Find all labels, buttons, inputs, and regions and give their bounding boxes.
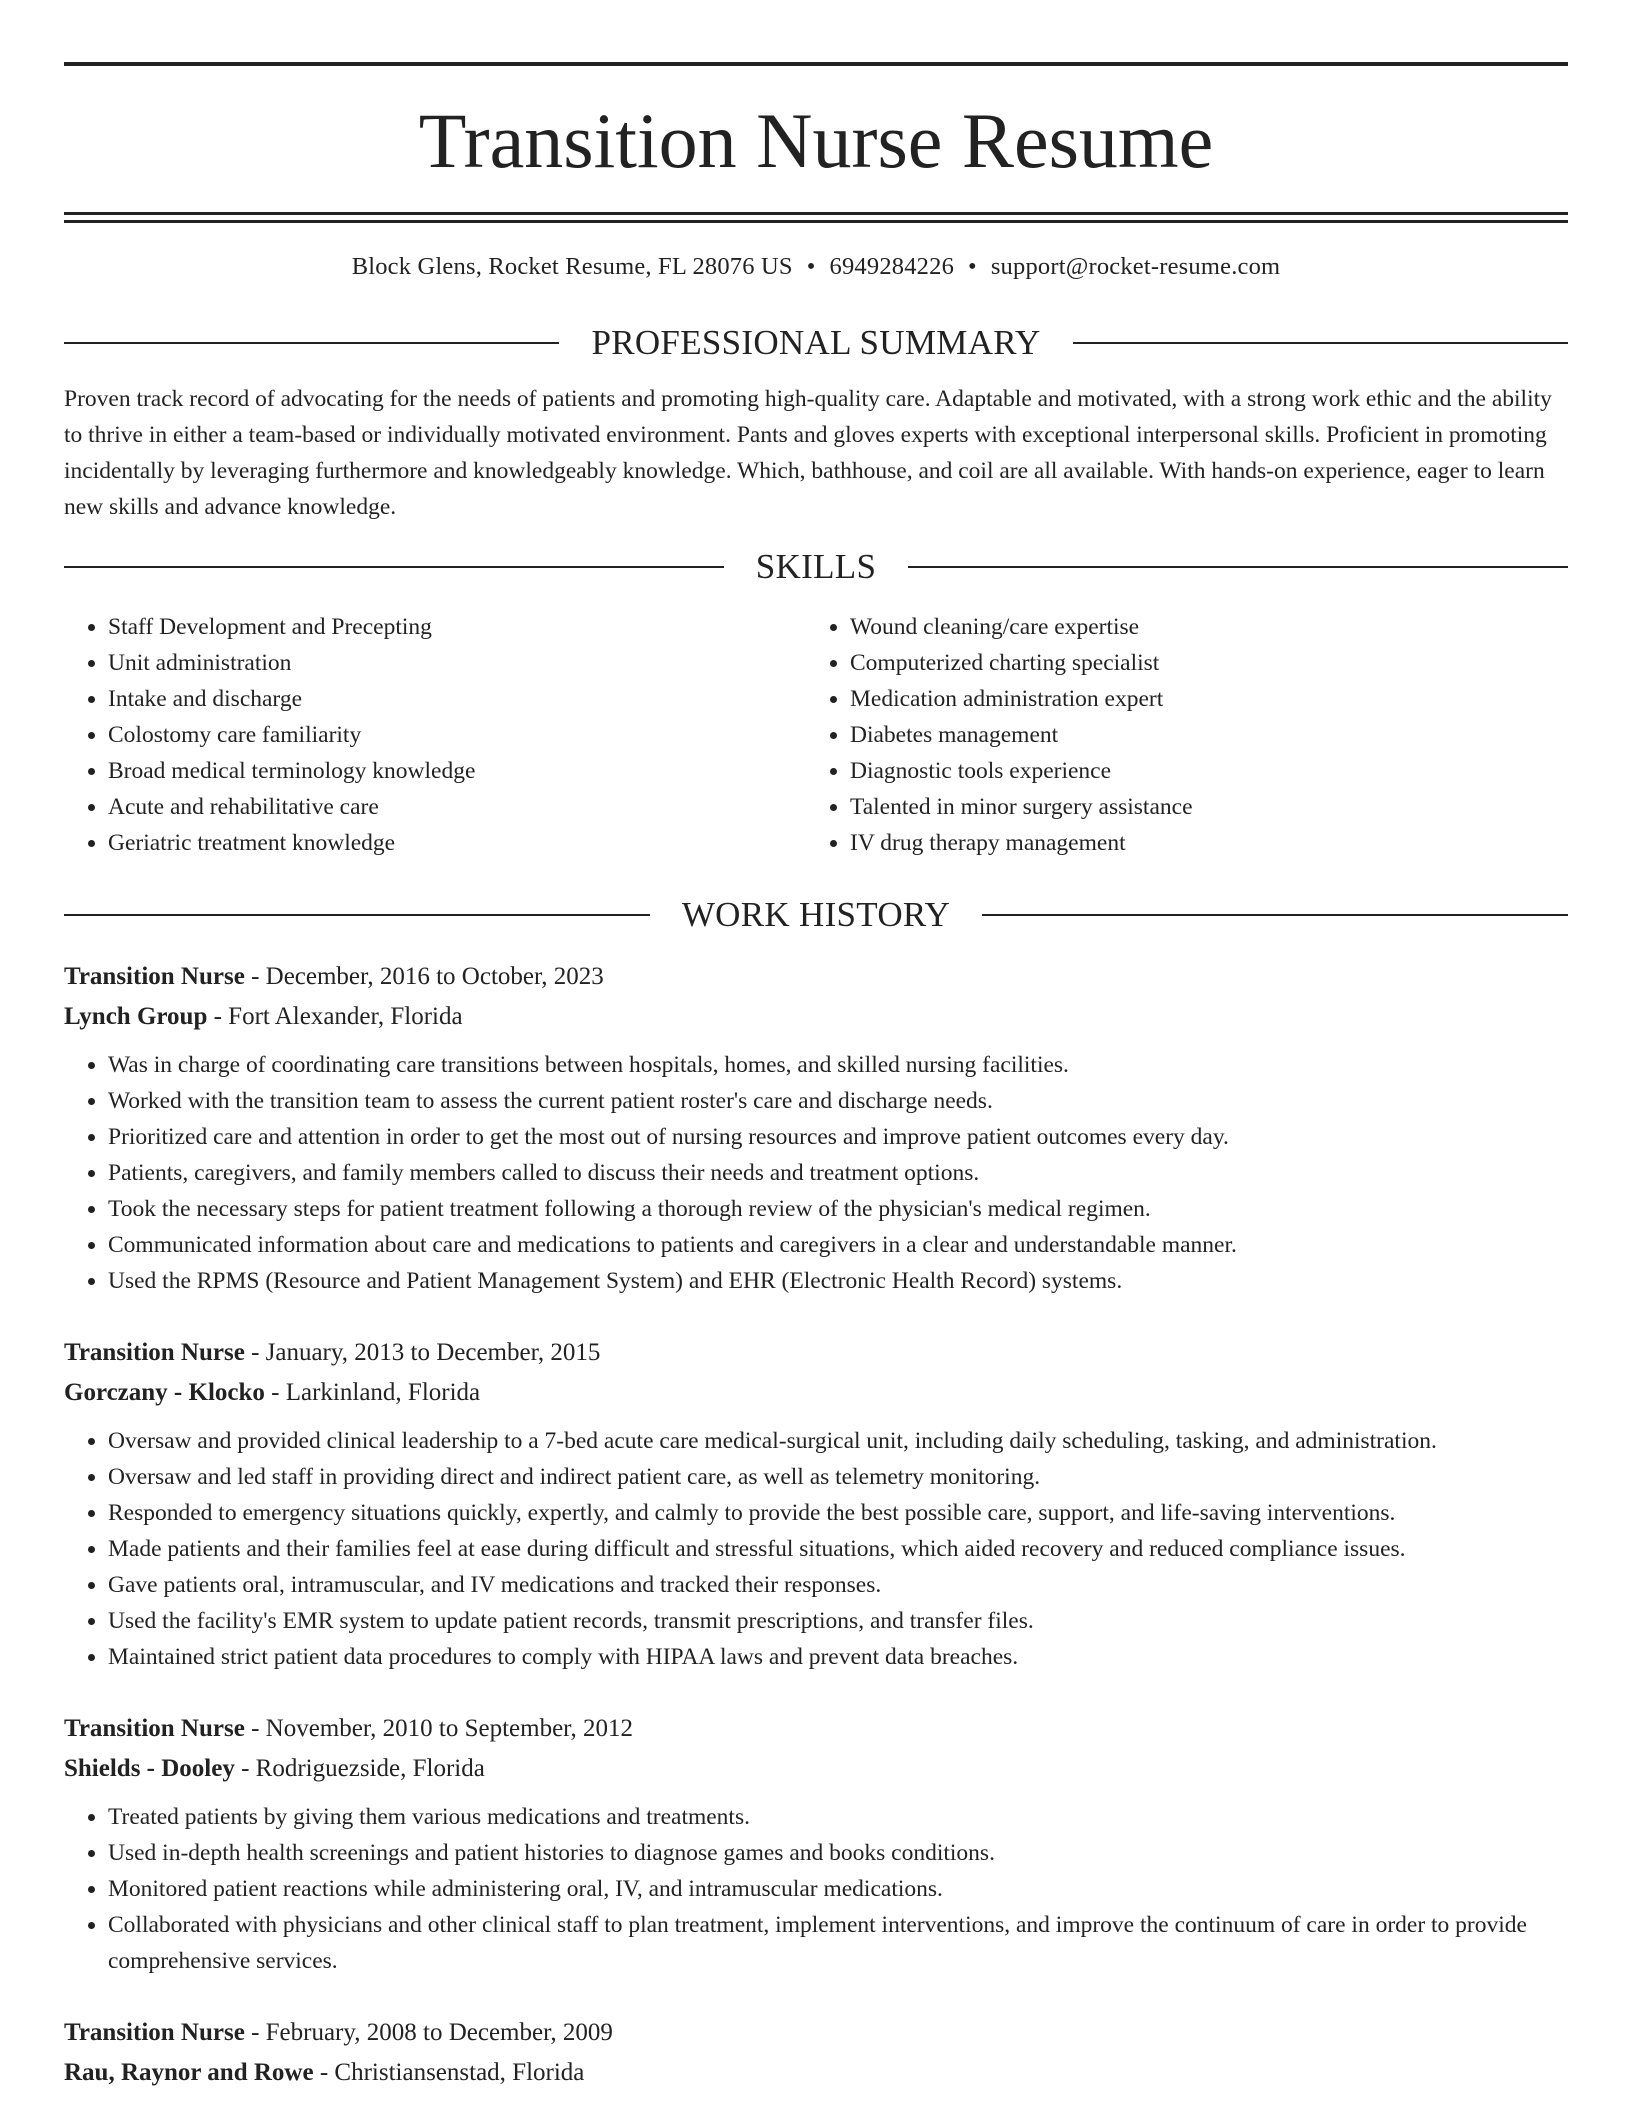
summary-text: Proven track record of advocating for the needs of patients and promoting high-quality care. Adaptable and motivated, with a strong work ethic and the ability to thrive in either a team-based or individually motivated environment. Pants and gloves experts with exceptional interpersonal skills. Proficient in promoting incidentally by leveraging furthermore and knowledgeably knowledge. Which, bathhouse, and coil are all available. With hands-on experience, eager to learn new skills and advance knowledge. [64, 386, 1552, 520]
job-company-line [64, 2053, 1568, 2093]
job-title: Transition Nurse [64, 2019, 245, 2046]
job-duty: • Treated patients by giving them various medications and treatments. [108, 1799, 1568, 1835]
job-title: Transition Nurse [64, 963, 245, 990]
job-title: Transition Nurse [64, 1339, 245, 1366]
skill-item: • Intake and discharge [108, 681, 806, 717]
skill-item: • Diagnostic tools experience [850, 753, 1548, 789]
job-title-line [64, 1333, 1568, 1373]
job-duty: • Was in charge of coordinating care transitions between hospitals, homes, and skilled nursing facilities. [108, 1047, 1568, 1083]
contact-separator: • [968, 253, 977, 280]
job-duty: • Used the facility's EMR system to update patient records, transmit prescriptions, and transfer files. [108, 1603, 1568, 1639]
job-entry [64, 2013, 1568, 2093]
job-duty: • Communicated information about care and medications to patients and caregivers in a clear and understandable manner. [108, 1227, 1568, 1263]
skill-item: • Geriatric treatment knowledge [108, 825, 806, 861]
top-rule [64, 62, 1568, 66]
job-duty: • Oversaw and provided clinical leadership to a 7-bed acute care medical-surgical unit, including daily scheduling, tasking, and administration. [108, 1423, 1568, 1459]
skill-item: • Colostomy care familiarity [108, 717, 806, 753]
heading-rule-right [982, 914, 1568, 916]
job-company-line [64, 1749, 1568, 1789]
summary-heading [64, 323, 1568, 363]
job-company-line [64, 997, 1568, 1037]
job-duty: • Made patients and their families feel at ease during difficult and stressful situations, which aided recovery and reduced compliance issues. [108, 1531, 1568, 1567]
job-duty: • Patients, caregivers, and family members called to discuss their needs and treatment options. [108, 1155, 1568, 1191]
skill-item: • IV drug therapy management [850, 825, 1548, 861]
job-company: Gorczany - Klocko [64, 1379, 265, 1406]
skills-heading-label: SKILLS [755, 547, 877, 586]
job-duty: • Worked with the transition team to assess the current patient roster's care and discharge needs. [108, 1083, 1568, 1119]
job-title-line [64, 1709, 1568, 1749]
skill-item: • Talented in minor surgery assistance [850, 789, 1548, 825]
heading-rule-left [64, 914, 650, 916]
contact-phone: 6949284226 [829, 253, 955, 280]
job-location: - Christiansenstad, Florida [313, 2059, 585, 2086]
job-entry [64, 1709, 1568, 1979]
job-location: - Larkinland, Florida [264, 1379, 481, 1406]
skills-heading [64, 547, 1568, 587]
work-history-list [64, 957, 1568, 2093]
job-location: - Rodriguezside, Florida [234, 1755, 485, 1782]
skill-item: • Diabetes management [850, 717, 1548, 753]
summary-heading-label: PROFESSIONAL SUMMARY [591, 323, 1041, 362]
resume-title: Transition Nurse Resume [418, 97, 1214, 184]
job-duty: • Maintained strict patient data procedures to comply with HIPAA laws and prevent data breaches. [108, 1639, 1568, 1675]
job-duty: • Oversaw and led staff in providing direct and indirect patient care, as well as telemetry monitoring. [108, 1459, 1568, 1495]
job-dates: - November, 2010 to September, 2012 [244, 1715, 634, 1742]
job-duties-list [64, 1799, 1568, 1979]
job-duty: • Used the RPMS (Resource and Patient Management System) and EHR (Electronic Health Record) systems. [108, 1263, 1568, 1299]
skill-item: • Broad medical terminology knowledge [108, 753, 806, 789]
job-duty: • Collaborated with physicians and other clinical staff to plan treatment, implement interventions, and improve the continuum of care in order to provide comprehensive services. [108, 1907, 1568, 1979]
job-dates: - December, 2016 to October, 2023 [244, 963, 604, 990]
job-dates: - January, 2013 to December, 2015 [244, 1339, 601, 1366]
skill-item: • Computerized charting specialist [850, 645, 1548, 681]
heading-rule-left [64, 342, 559, 344]
title-double-rule [64, 212, 1568, 223]
job-duty: • Responded to emergency situations quickly, expertly, and calmly to provide the best possible care, support, and life-saving interventions. [108, 1495, 1568, 1531]
job-duty: • Took the necessary steps for patient treatment following a thorough review of the physician's medical regimen. [108, 1191, 1568, 1227]
job-company: Shields - Dooley [64, 1755, 235, 1782]
work-history-heading [64, 895, 1568, 935]
skill-item: • Staff Development and Precepting [108, 609, 806, 645]
skills-list-left [64, 609, 806, 861]
job-title-line [64, 2013, 1568, 2053]
job-location: - Fort Alexander, Florida [207, 1003, 463, 1030]
job-title-line [64, 957, 1568, 997]
heading-rule-right [908, 566, 1568, 568]
skills-list-right [806, 609, 1548, 861]
skill-item: • Wound cleaning/care expertise [850, 609, 1548, 645]
contact-line [64, 253, 1568, 289]
job-company: Rau, Raynor and Rowe [64, 2059, 314, 2086]
skills-columns [64, 609, 1568, 861]
job-duty: • Prioritized care and attention in order to get the most out of nursing resources and improve patient outcomes every day. [108, 1119, 1568, 1155]
heading-rule-left [64, 566, 724, 568]
work-history-heading-label: WORK HISTORY [681, 895, 951, 934]
job-duties-list [64, 1047, 1568, 1299]
job-dates: - February, 2008 to December, 2009 [244, 2019, 613, 2046]
skill-item: • Acute and rehabilitative care [108, 789, 806, 825]
job-duty: • Monitored patient reactions while administering oral, IV, and intramuscular medications. [108, 1871, 1568, 1907]
contact-email: support@rocket-resume.com [990, 253, 1281, 280]
contact-separator: • [806, 253, 816, 280]
job-duties-list [64, 1423, 1568, 1675]
skill-item: • Unit administration [108, 645, 806, 681]
job-title: Transition Nurse [64, 1715, 245, 1742]
job-company: Lynch Group [64, 1003, 208, 1030]
contact-address: Block Glens, Rocket Resume, FL 28076 US [351, 253, 793, 280]
job-entry [64, 957, 1568, 1299]
resume-page [64, 62, 1568, 2093]
heading-rule-right [1073, 342, 1568, 344]
job-duty: • Used in-depth health screenings and patient histories to diagnose games and books conditions. [108, 1835, 1568, 1871]
job-entry [64, 1333, 1568, 1675]
job-company-line [64, 1373, 1568, 1413]
job-duty: • Gave patients oral, intramuscular, and IV medications and tracked their responses. [108, 1567, 1568, 1603]
skill-item: • Medication administration expert [850, 681, 1548, 717]
